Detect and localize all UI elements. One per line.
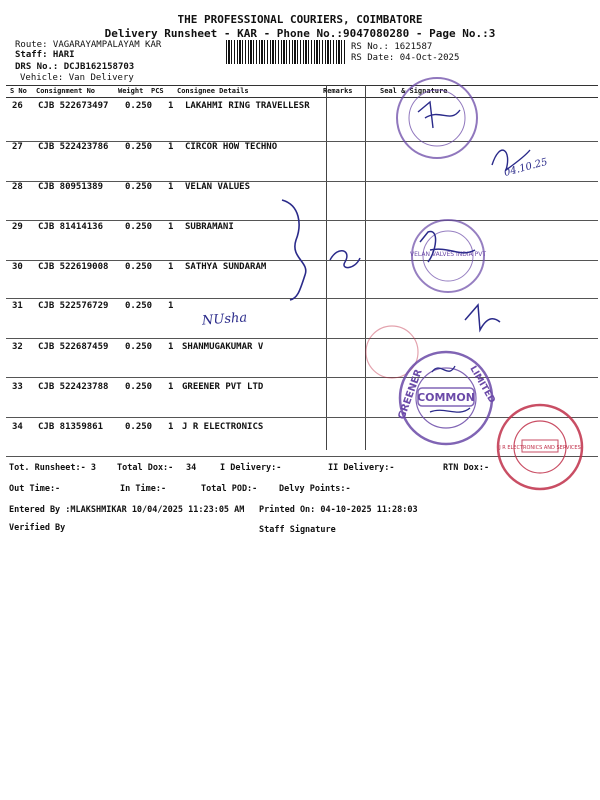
row-consignment-no: CJB 522619008 [38, 262, 109, 272]
row-consignment-no: CJB 522576729 [38, 301, 109, 311]
handwritten-recipient-name: NUsha [201, 310, 248, 329]
row-sno: 34 [12, 422, 23, 432]
row-consignee: GREENER PVT LTD [182, 382, 264, 392]
total-dox-label: Total Dox:- [117, 463, 174, 473]
row-consignment-no: CJB 80951389 [38, 182, 104, 192]
row-sno: 27 [12, 142, 23, 152]
signature-icon [430, 366, 470, 412]
verified-by-label: Verified By [9, 523, 66, 533]
header-sno: S No [10, 87, 27, 95]
document-subtitle: Delivery Runsheet - KAR - Phone No.:9047080280 - Page No.:3 [104, 27, 496, 40]
row-pcs: 1 [168, 262, 174, 272]
row-weight: 0.250 [125, 301, 153, 311]
row-sno: 31 [12, 301, 23, 311]
total-runsheet: Tot. Runsheet:- 3 [9, 463, 96, 473]
header-pcs: PCS [151, 87, 164, 95]
in-time-label: In Time:- [120, 484, 167, 494]
row-consignment-no: CJB 81359861 [38, 422, 104, 432]
row-pcs: 1 [168, 342, 174, 352]
row-weight: 0.250 [125, 382, 153, 392]
row-consignee: CIRCOR HOW TECHNO [185, 142, 278, 152]
signature-icon [282, 200, 306, 300]
row-sno: 28 [12, 182, 23, 192]
row-sno: 26 [12, 101, 23, 111]
row-consignee: J R ELECTRONICS [182, 422, 264, 432]
header-remarks: Remarks [323, 87, 353, 95]
total-pod-label: Total POD:- [201, 484, 258, 494]
header-seal-signature: Seal & Signature [380, 87, 448, 95]
row-sno: 30 [12, 262, 23, 272]
drs-number: DRS No.: DCJB162158703 [15, 62, 135, 72]
header-consignment: Consignment No [36, 87, 96, 95]
row-consignee: SATHYA SUNDARAM [185, 262, 267, 272]
limited-seal-text: LIMITED [467, 364, 497, 406]
route-label: Route: VAGARAYAMPALAYAM KAR [15, 40, 162, 50]
row-consignment-no: CJB 522423786 [38, 142, 109, 152]
row-consignment-no: CJB 522687459 [38, 342, 109, 352]
greener-seal-text: GREENER [396, 367, 425, 422]
row-consignment-no: CJB 522673497 [38, 101, 109, 111]
row-consignee: SUBRAMANI [185, 222, 234, 232]
row-pcs: 1 [168, 101, 174, 111]
out-time-label: Out Time:- [9, 484, 61, 494]
staff-signature-label: Staff Signature [259, 525, 336, 535]
row-weight: 0.250 [125, 342, 153, 352]
header-consignee: Consignee Details [177, 87, 249, 95]
delivery-points-label: Delvy Points:- [279, 484, 351, 494]
jr-seal-text: J R ELECTRONICS AND SERVICES [499, 445, 581, 451]
header-weight: Weight [118, 87, 144, 95]
row-weight: 0.250 [125, 101, 153, 111]
rs-date: RS Date: 04-Oct-2025 [351, 53, 460, 63]
row-pcs: 1 [168, 382, 174, 392]
row-sno: 29 [12, 222, 23, 232]
row-weight: 0.250 [125, 222, 153, 232]
ii-delivery-label: II Delivery:- [328, 463, 395, 473]
velan-seal-text: VELAN VALVES INDIA PVT [409, 251, 487, 258]
common-seal-text: COMMON [417, 391, 475, 404]
signature-icon [330, 251, 360, 268]
staff-label: Staff: HARI [15, 50, 75, 60]
row-consignment-no: CJB 81414136 [38, 222, 104, 232]
rs-number: RS No.: 1621587 [351, 42, 433, 52]
row-consignee: SHANMUGAKUMAR V [182, 342, 264, 352]
row-pcs: 1 [168, 182, 174, 192]
row-pcs: 1 [168, 422, 174, 432]
company-seal-icon [397, 78, 477, 158]
row-consignee: VELAN VALUES [185, 182, 251, 192]
signature-icon [418, 102, 460, 128]
row-sno: 32 [12, 342, 23, 352]
row-consignment-no: CJB 522423788 [38, 382, 109, 392]
svg-text:04.10.25: 04.10.25 [502, 156, 549, 179]
document-title: THE PROFESSIONAL COURIERS, COIMBATORE [177, 13, 423, 26]
row-pcs: 1 [168, 142, 174, 152]
row-pcs: 1 [168, 222, 174, 232]
row-weight: 0.250 [125, 422, 153, 432]
entered-by: Entered By :MLAKSHMIKAR 10/04/2025 11:23:05 AM [9, 505, 245, 515]
row-consignee: LAKAHMI RING TRAVELLESR [185, 101, 310, 111]
row-weight: 0.250 [125, 182, 153, 192]
row-pcs: 1 [168, 301, 174, 311]
signature-icon [465, 305, 500, 330]
row-weight: 0.250 [125, 142, 153, 152]
row-weight: 0.250 [125, 262, 153, 272]
i-delivery-label: I Delivery:- [220, 463, 282, 473]
vehicle-label: Vehicle: Van Delivery [20, 73, 134, 83]
row-sno: 33 [12, 382, 23, 392]
printed-on: Printed On: 04-10-2025 11:28:03 [259, 505, 418, 515]
rtn-dox-label: RTN Dox:- [443, 463, 490, 473]
total-dox-value: 34 [186, 463, 197, 473]
